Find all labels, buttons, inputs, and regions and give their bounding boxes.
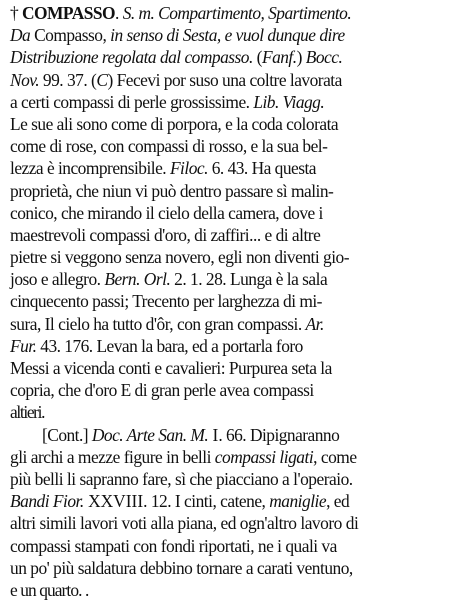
text-run: )	[296, 47, 306, 68]
headword: COMPASSO	[22, 3, 116, 23]
entry-line	[0, 24, 470, 46]
quotation: copria, che d'oro E di gran perle avea compassi	[10, 380, 314, 401]
quotation: come di rose, con compassi di rosso, e la sua bel-	[10, 136, 328, 157]
punctuation: .	[115, 3, 123, 23]
text-run: Distribuzione regolata dal compasso.	[10, 47, 253, 68]
entry-line	[0, 446, 470, 468]
entry-line	[0, 557, 470, 579]
quotation: proprietà, che niun vi può dentro passare sì malin-	[10, 180, 334, 201]
quotation: lezza è incomprensibile.	[10, 158, 170, 179]
quotation: un po' più saldatura debbino tornare a carati ventuno,	[10, 557, 353, 578]
entry-line	[0, 113, 470, 135]
text-run: 99. 37. (	[39, 69, 97, 90]
source-abbrev: Fanf.	[261, 47, 297, 68]
quotation: Le sue ali sono come di porpora, e la coda colorata	[10, 113, 339, 134]
source-abbrev: Lib. Viagg.	[253, 91, 325, 112]
text-run: Da	[10, 25, 31, 46]
quotation: maestrevoli compassi d'oro, di zaffiri... e di altre	[10, 224, 321, 245]
quotation: ) Fecevi por suso una coltre lavorata	[107, 69, 342, 90]
entry-line	[0, 512, 470, 534]
quotation: , come	[313, 446, 357, 467]
entry-line	[0, 535, 470, 557]
entry-line	[0, 157, 470, 179]
entry-line	[0, 290, 470, 312]
cont-marker: [Cont.]	[42, 424, 92, 445]
source-abbrev: Ar.	[305, 313, 324, 334]
source-abbrev: Bocc.	[305, 47, 343, 68]
quotation: 43. 176. Levan la bara, ed a portarla foro	[36, 335, 303, 356]
entry-line	[0, 468, 470, 490]
entry-line	[0, 268, 470, 290]
source-abbrev: Fur.	[10, 335, 37, 356]
quotation: più belli li sapranno fare, sì che piacciano a l'operaio.	[10, 468, 353, 489]
source-abbrev: Doc. Arte San. M.	[91, 424, 209, 445]
entry-line	[0, 2, 470, 24]
entry-line	[0, 579, 470, 601]
quotation: 2. 1. 28. Lunga è la sala	[170, 269, 328, 290]
quotation: a certi compassi di perle grossissime.	[10, 91, 254, 112]
quotation: sura, Il cielo ha tutto d'ôr, con gran compassi.	[10, 313, 306, 334]
text-run: in senso di Sesta, e vuol dunque dire	[110, 25, 345, 46]
quotation: . 66. Dipignaranno	[218, 424, 340, 445]
quotation: e un quarto. .	[10, 579, 89, 600]
quotation: Messi a vicenda conti e cavalieri: Purpurea seta la	[10, 358, 332, 378]
source-abbrev: Bern. Orl.	[104, 269, 171, 290]
entry-line	[0, 357, 470, 379]
emphasis: maniglie	[269, 491, 327, 512]
entry-line	[0, 180, 470, 202]
quotation: conico, che mirando il cielo della camera, dove i	[10, 202, 323, 223]
text-run: Compasso,	[30, 25, 111, 46]
definition: S. m. Compartimento, Spartimento.	[122, 3, 352, 23]
entry-line	[0, 69, 470, 91]
quotation: pietre si veggono senza novero, egli non diventi gio-	[10, 247, 350, 268]
entry-line	[0, 91, 470, 113]
dagger-mark: †	[10, 3, 22, 23]
entry-line	[0, 490, 470, 512]
entry-line	[0, 424, 470, 446]
quotation: altri simili lavori voti alla piana, ed ogn'altro lavoro di	[10, 513, 359, 534]
source-abbrev: Bandi Fior.	[10, 491, 84, 512]
source-abbrev: Nov.	[10, 69, 40, 90]
quotation: 6. 43. Ha questa	[207, 158, 317, 179]
entry-line	[0, 401, 470, 423]
entry-line	[0, 224, 470, 246]
quotation: compassi stampati con fondi riportati, ne i quali va	[10, 535, 337, 556]
roman-numeral: I	[208, 424, 219, 445]
quotation: , ed	[326, 491, 350, 512]
roman-numeral: XXVIII	[83, 491, 144, 512]
entry-line	[0, 313, 470, 335]
quotation: . 12. I cinti, catene,	[143, 491, 270, 512]
entry-line	[0, 135, 470, 157]
quotation: joso e allegro.	[10, 269, 105, 290]
entry-line	[0, 46, 470, 68]
entry-line	[0, 246, 470, 268]
entry-line	[0, 202, 470, 224]
entry-line	[0, 379, 470, 401]
source-abbrev: Filoc.	[169, 158, 208, 179]
emphasis: compassi ligati	[214, 446, 314, 467]
text-run: (	[252, 47, 262, 68]
source-abbrev: C	[96, 69, 108, 90]
entry-line	[0, 335, 470, 357]
quotation: cinquecento passi; Trecento per larghezza di mi-	[10, 291, 322, 312]
quotation: gli archi a mezze figure in belli	[10, 446, 215, 467]
quotation: altieri.	[10, 402, 45, 423]
